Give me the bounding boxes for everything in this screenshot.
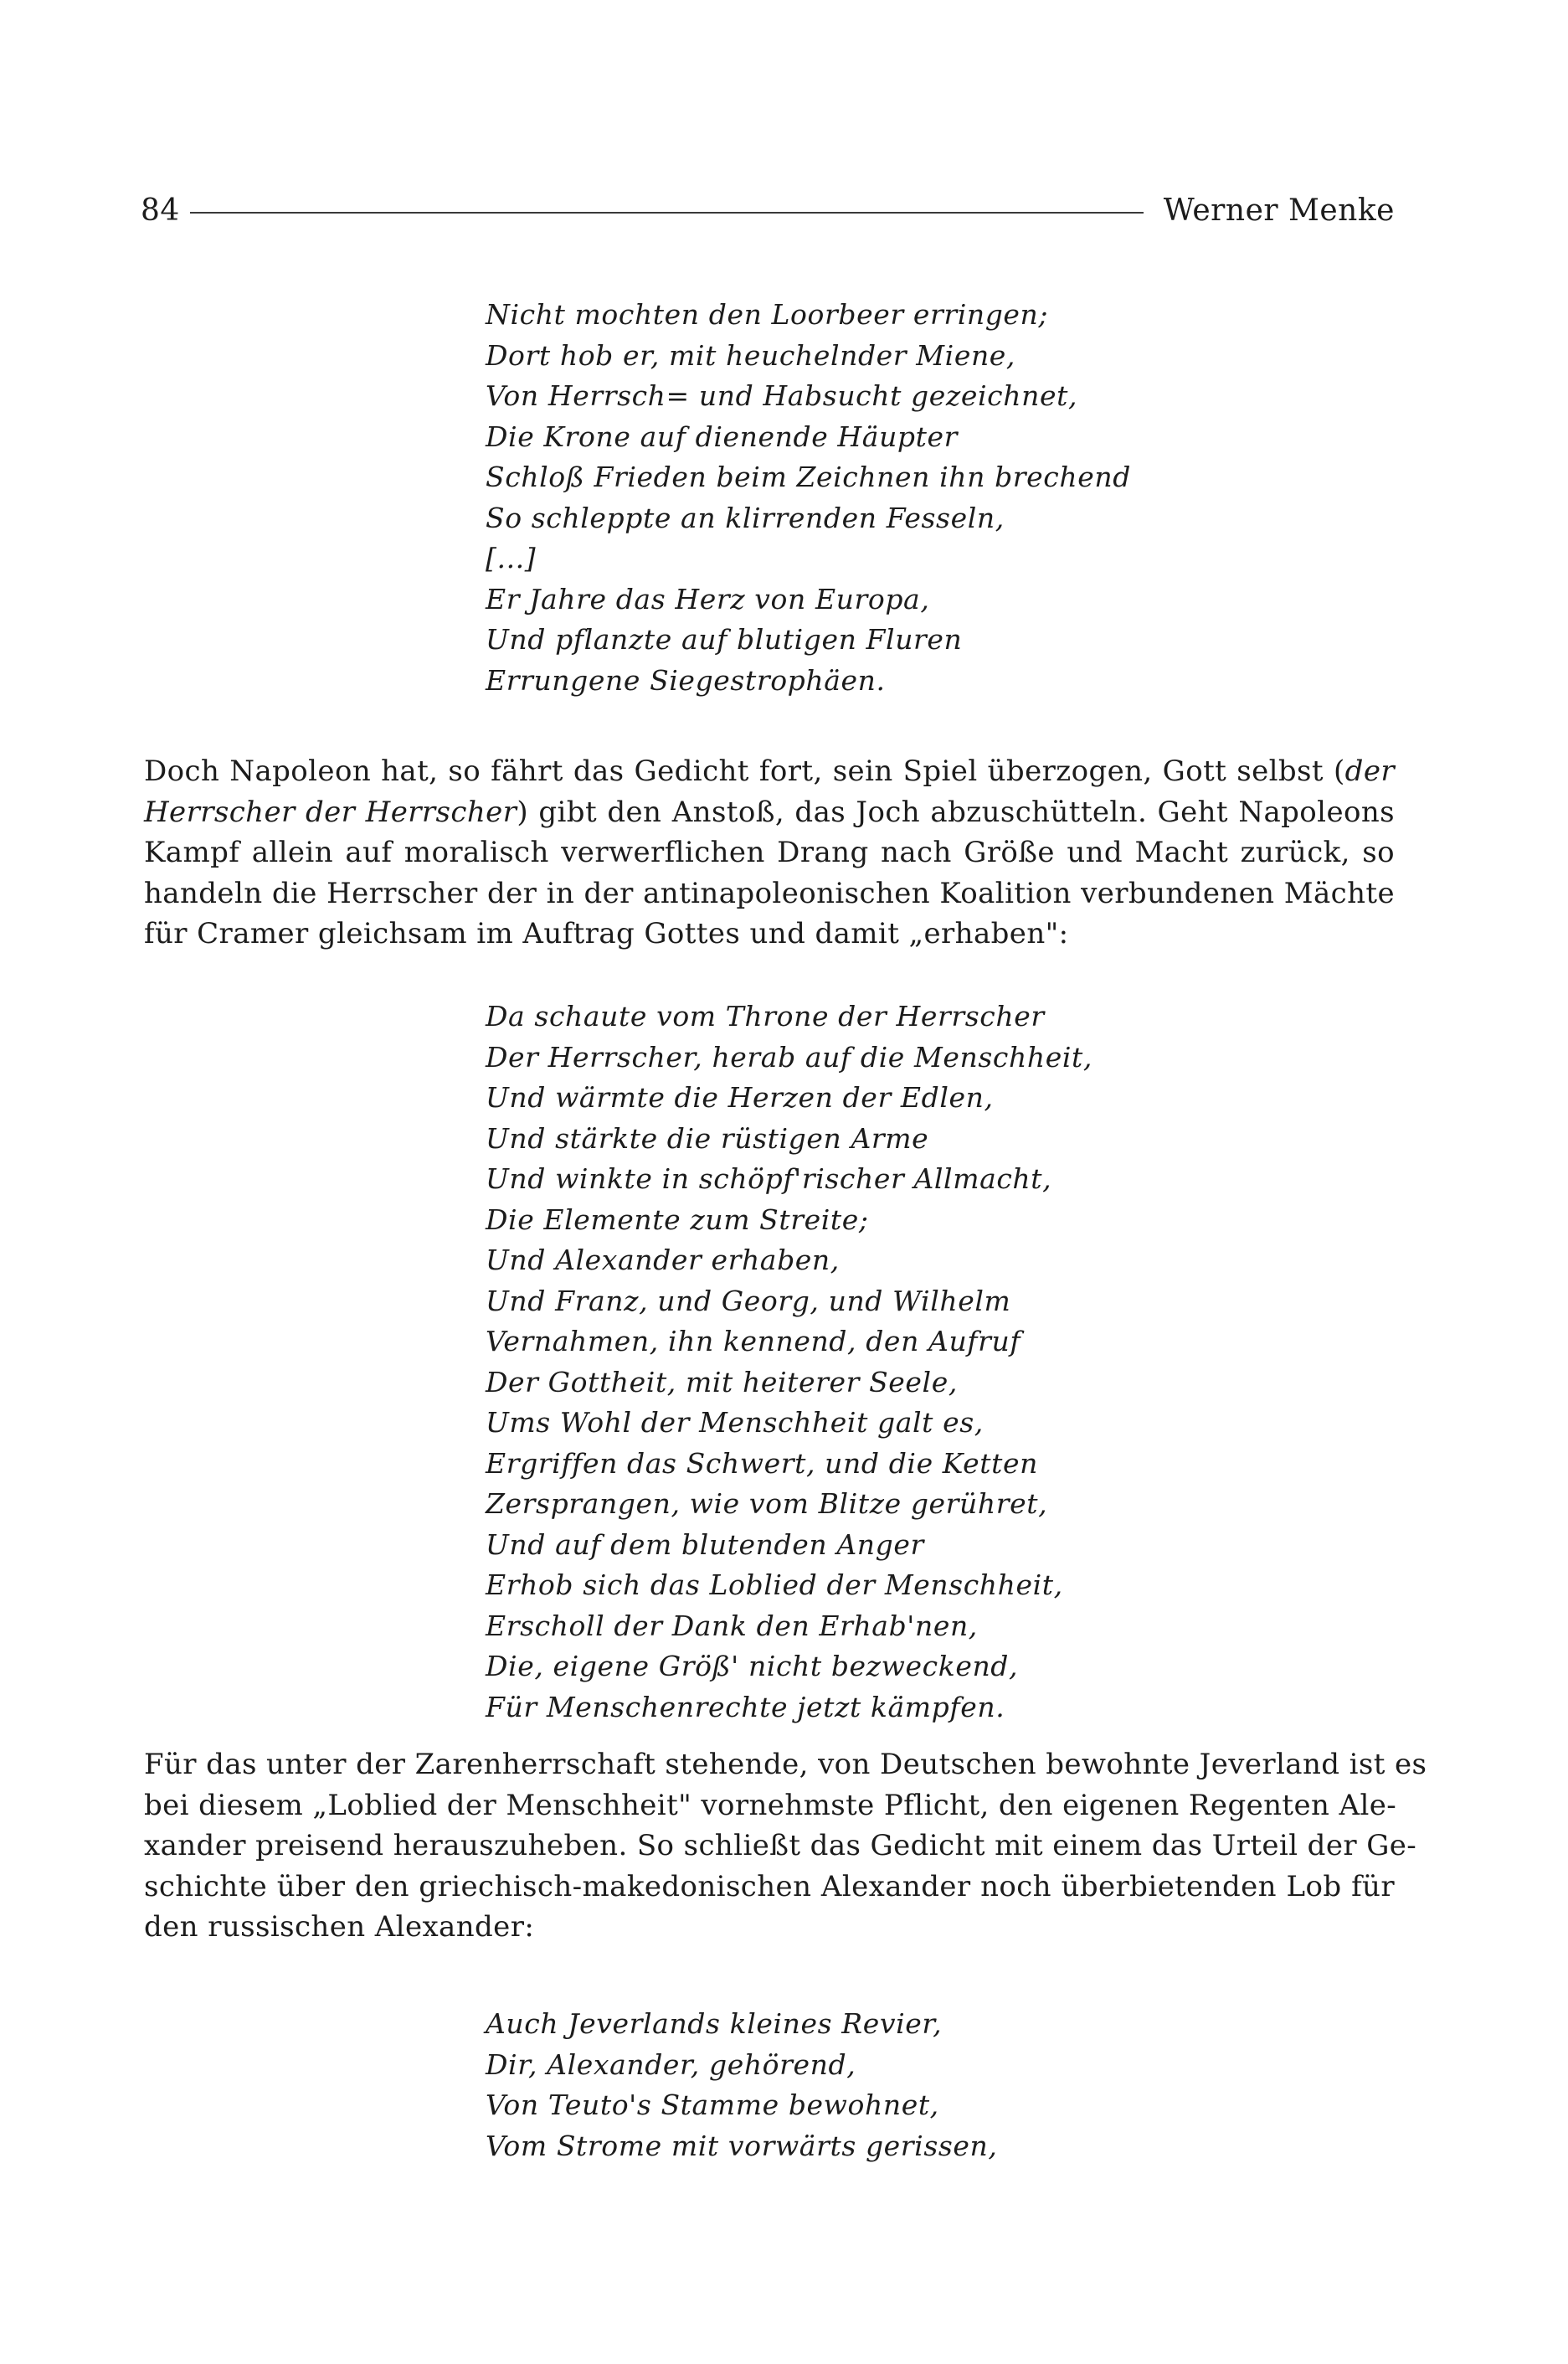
paragraph-line: Doch Napoleon hat, so fährt das Gedicht fort, sein Spiel überzogen, Gott selbst (der [144,755,1395,788]
paragraph-line: den russischen Alexander: [144,1910,535,1944]
verse-line: Dir, Alexander, gehörend, [486,2047,856,2081]
verse-line: Für Menschenrechte jetzt kämpfen. [486,1690,1005,1723]
verse-line: Die Krone auf dienende Häupter [486,420,959,453]
verse-line: Zersprangen, wie vom Blitze gerühret, [486,1487,1048,1520]
verse-line: Da schaute vom Throne der Herrscher [486,1000,1045,1033]
paragraph-line: Kampf allein auf moralisch verwerflichen Drang nach Größe und Macht zurück, so [144,836,1395,869]
italic-phrase: der [1344,755,1395,788]
verse-line: Erscholl der Dank den Erhab'nen, [486,1609,978,1642]
body-paragraph-1 [144,751,1395,955]
verse-quotation-1 [486,295,1131,701]
verse-line: Und pflanzte auf blutigen Fluren [486,623,963,656]
verse-line: Und auf dem blutenden Anger [486,1527,924,1561]
verse-quotation-3 [486,2004,997,2166]
verse-line: Der Herrscher, herab auf die Menschheit, [486,1040,1092,1074]
running-head-author: Werner Menke [1163,193,1395,228]
verse-line: Vom Strome mit vorwärts gerissen, [486,2129,998,2162]
verse-line: Der Gottheit, mit heiterer Seele, [486,1365,958,1398]
body-paragraph-2 [144,1744,1427,1948]
verse-line: [...] [486,542,537,574]
verse-line: Und stärkte die rüstigen Arme [486,1121,929,1155]
verse-line: Von Herrsch= und Habsucht gezeichnet, [486,379,1078,412]
verse-line: Und wärmte die Herzen der Edlen, [486,1081,994,1114]
verse-line: Auch Jeverlands kleines Revier, [486,2007,943,2040]
verse-line: Nicht mochten den Loorbeer erringen; [486,298,1049,331]
paragraph-line: schichte über den griechisch-makedonischen Alexander noch überbietenden Lob für [144,1869,1395,1903]
paragraph-line: Herrscher der Herrscher) gibt den Anstoß, das Joch abzuschütteln. Geht Napoleons [144,795,1395,829]
verse-line: Schloß Frieden beim Zeichnen ihn brechend [486,461,1131,493]
verse-line: Er Jahre das Herz von Europa, [486,582,930,615]
paragraph-line: xander preisend herauszuheben. So schließt das Gedicht mit einem das Urteil der Ge- [144,1829,1417,1862]
verse-line: Ums Wohl der Menschheit galt es, [486,1406,984,1439]
verse-line: Ergriffen das Schwert, und die Ketten [486,1446,1038,1480]
paragraph-line: für Cramer gleichsam im Auftrag Gottes und damit „erhaben": [144,917,1069,950]
verse-line: Erhob sich das Loblied der Menschheit, [486,1568,1063,1601]
page-number: 84 [141,193,180,228]
verse-line: Und Alexander erhaben, [486,1244,840,1276]
verse-line: Und winkte in schöpf'rischer Allmacht, [486,1162,1052,1195]
running-head [141,189,1395,231]
header-rule [190,212,1144,214]
italic-phrase: Herrscher der Herrscher [144,795,517,829]
verse-line: Von Teuto's Stamme bewohnet, [486,2088,939,2121]
paragraph-line: handeln die Herrscher der in der antinapoleonischen Koalition verbundenen Mächte [144,876,1395,910]
verse-line: Die, eigene Größ' nicht bezweckend, [486,1650,1019,1682]
verse-line: Dort hob er, mit heuchelnder Miene, [486,338,1016,372]
paragraph-line: bei diesem „Loblied der Menschheit" vornehmste Pflicht, den eigenen Regenten Ale- [144,1788,1397,1822]
paragraph-line: Für das unter der Zarenherrschaft stehende, von Deutschen bewohnte Jeverland ist es [144,1748,1427,1781]
verse-line: So schleppte an klirrenden Fesseln, [486,501,1005,534]
verse-line: Errungene Siegestrophäen. [486,663,886,697]
verse-line: Vernahmen, ihn kennend, den Aufruf [486,1325,1021,1357]
verse-quotation-2 [486,997,1092,1728]
verse-line: Die Elemente zum Streite; [486,1203,869,1236]
verse-line: Und Franz, und Georg, und Wilhelm [486,1284,1011,1317]
